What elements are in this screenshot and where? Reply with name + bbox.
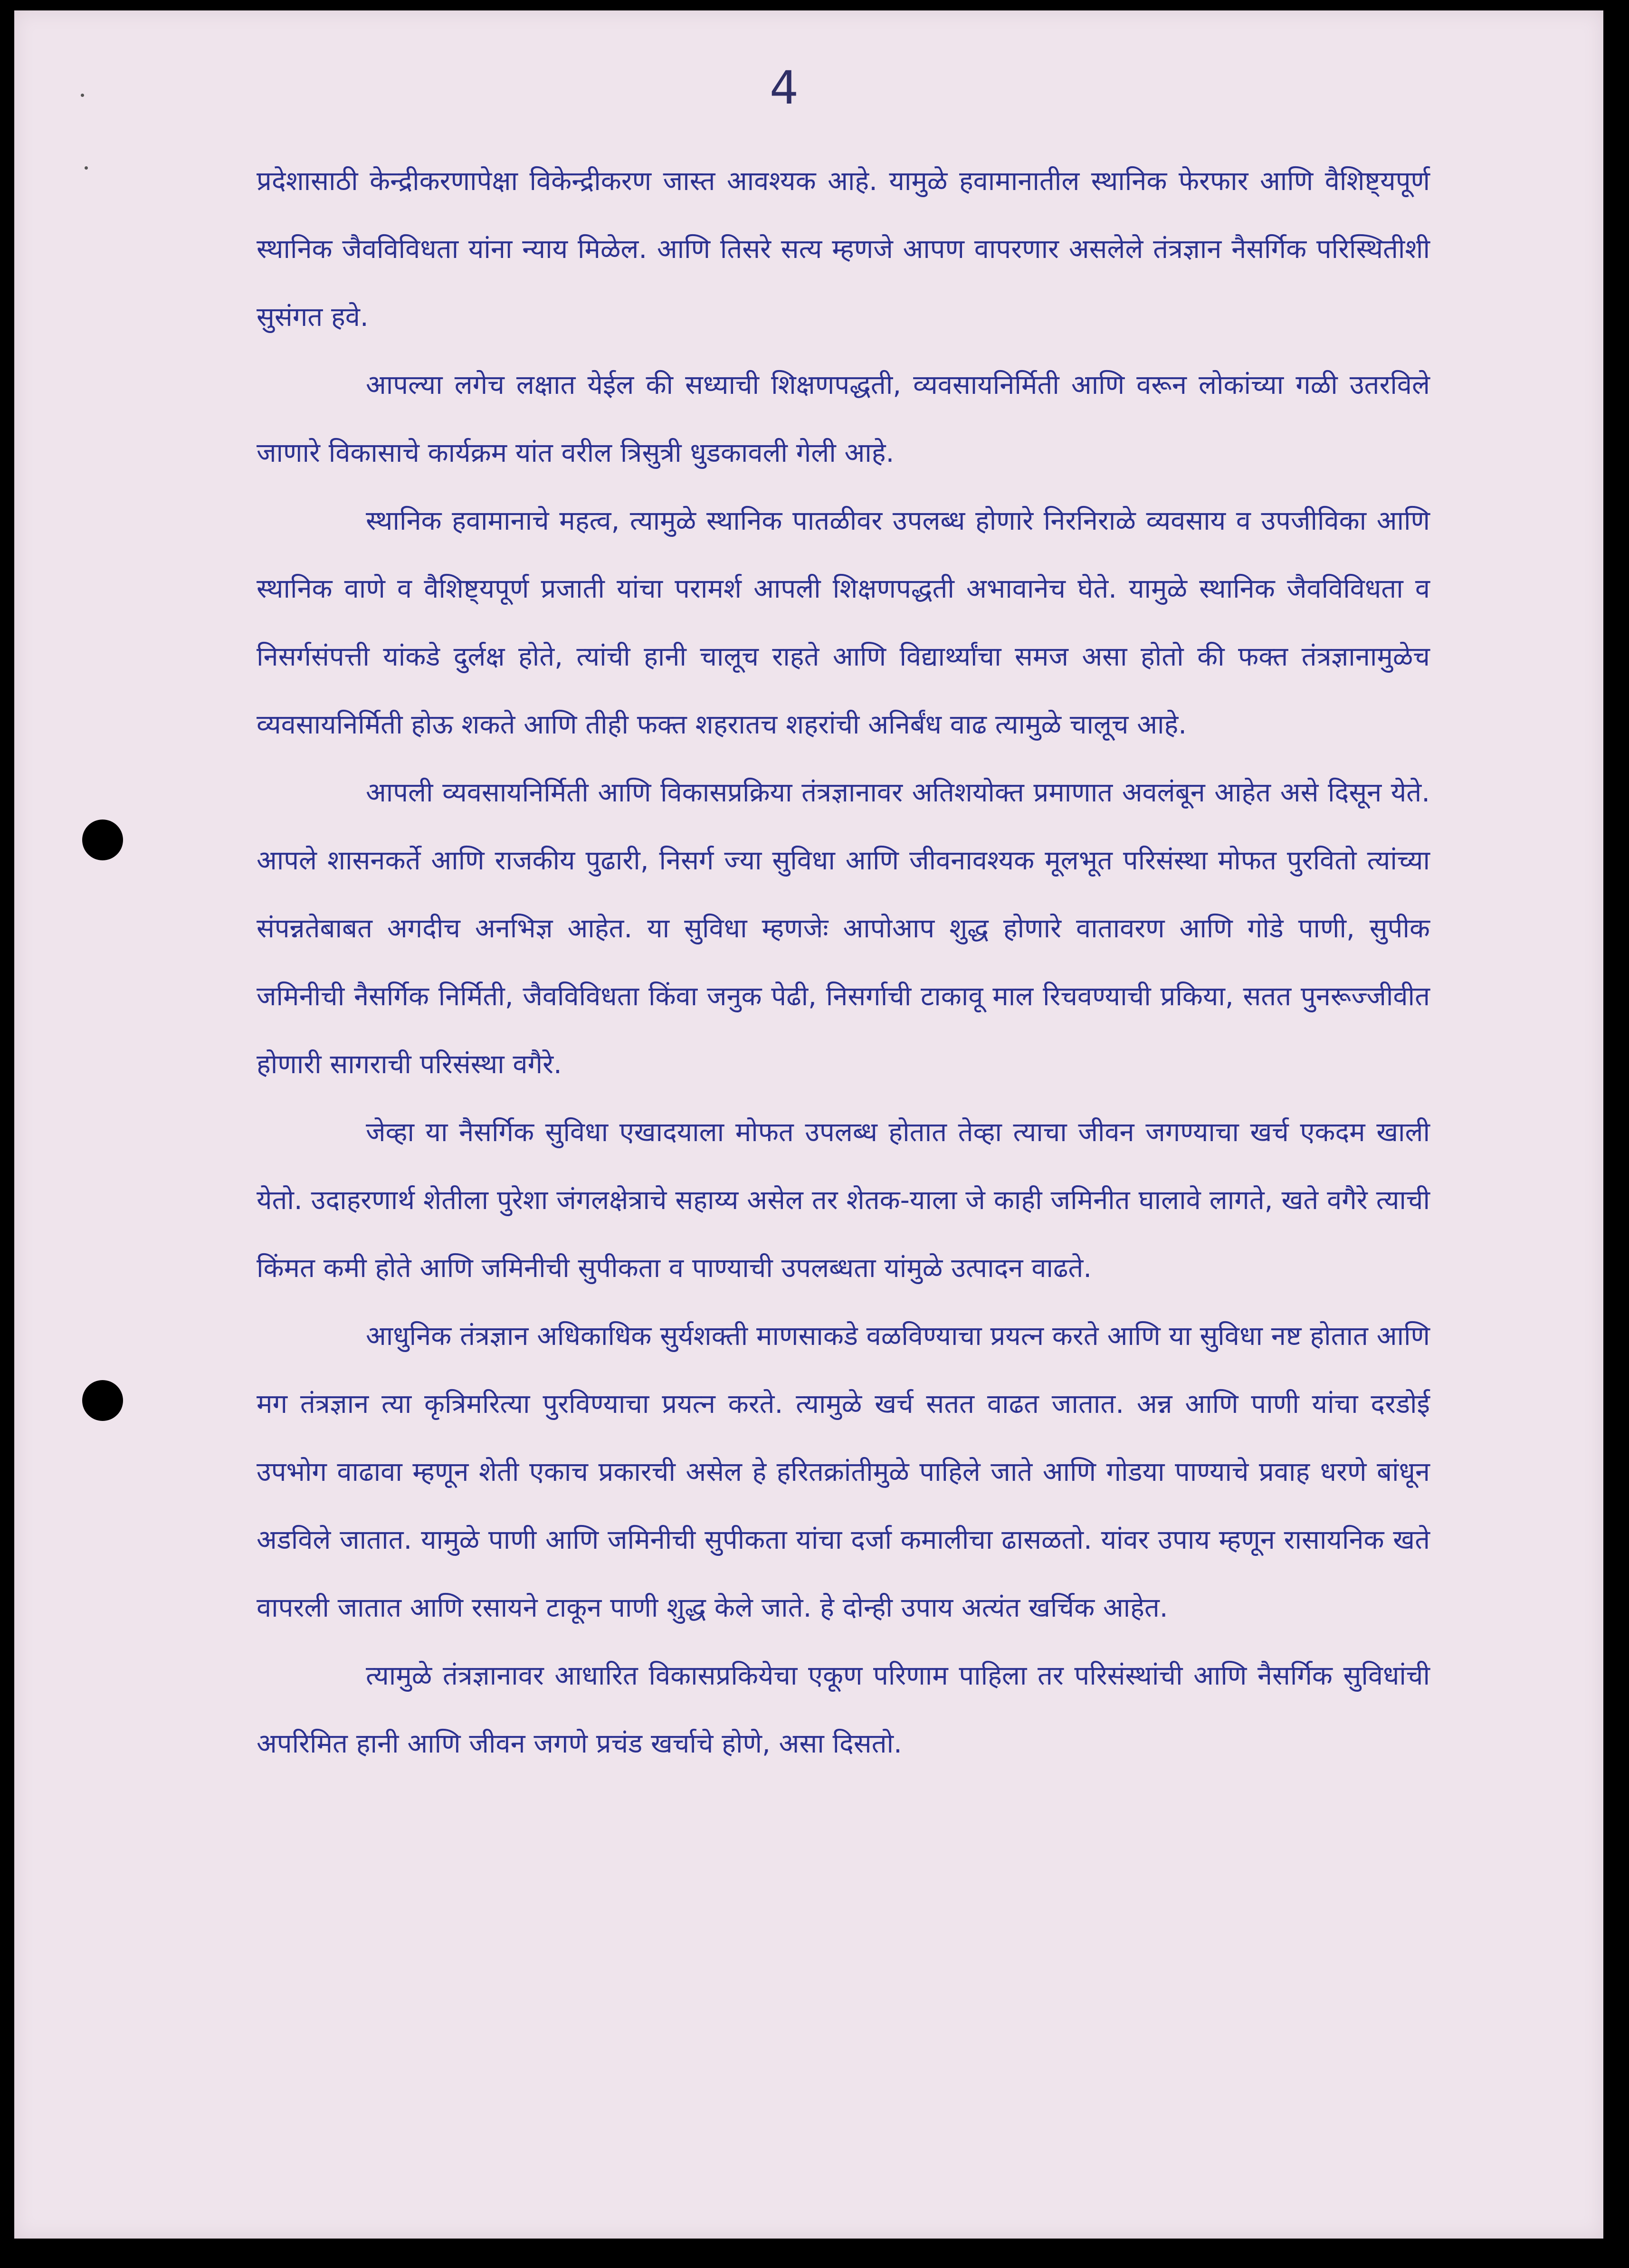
paragraph: स्थानिक हवामानाचे महत्व, त्यामुळे स्थानिक पातळीवर उपलब्ध होणारे निरनिराळे व्यवसाय व उपजीविका आणि स्थानिक वाणे व वैशिष्ट्यपूर्ण प्रजाती यांचा परामर्श आपली शिक्षणपद्धती अभावानेच घेते. यामुळे स्थानिक जैवविविधता व निसर्गसंपत्ती यांकडे दुर्लक्ष होते, त्यांची हानी चालूच राहते आणि विद्यार्थ्यांचा समज असा होतो की फक्त तंत्रज्ञानामुळेच व्यवसायनिर्मिती होऊ शकते आणि तीही फक्त शहरातच शहरांची अनिर्बंध वाढ त्यामुळे चालूच आहे.	[257, 505, 1430, 740]
document-page	[14, 10, 1603, 2239]
page-number: 4	[770, 61, 799, 114]
paragraph: त्यामुळे तंत्रज्ञानावर आधारित विकासप्रकियेचा एकूण परिणाम पाहिला तर परिसंस्थांची आणि नैसर्गिक सुविधांची अपरिमित हानी आणि जीवन जगणे प्रचंड खर्चाचे होणे, असा दिसतो.	[257, 1660, 1430, 1759]
punch-hole	[82, 1380, 123, 1421]
paragraph: आपल्या लगेच लक्षात येईल की सध्याची शिक्षणपद्धती, व्यवसायनिर्मिती आणि वरून लोकांच्या गळी उतरविले जाणारे विकासाचे कार्यक्रम यांत वरील त्रिसुत्री धुडकावली गेली आहे.	[257, 370, 1430, 468]
speck-mark	[81, 94, 84, 97]
body-text	[257, 147, 1430, 1778]
paragraph: आपली व्यवसायनिर्मिती आणि विकासप्रक्रिया तंत्रज्ञानावर अतिशयोक्त प्रमाणात अवलंबून आहेत असे दिसून येते. आपले शासनकर्ते आणि राजकीय पुढारी, निसर्ग ज्या सुविधा आणि जीवनावश्यक मूलभूत परिसंस्था मोफत पुरवितो त्यांच्या संपन्नतेबाबत अगदीच अनभिज्ञ आहेत. या सुविधा म्हणजेः आपोआप शुद्ध होणारे वातावरण आणि गोडे पाणी, सुपीक जमिनीची नैसर्गिक निर्मिती, जैवविविधता किंवा जनुक पेढी, निसर्गाची टाकावू माल रिचवण्याची प्रकिया, सतत पुनरूज्जीवीत होणारी सागराची परिसंस्था वगैरे.	[257, 777, 1430, 1080]
paragraph: जेव्हा या नैसर्गिक सुविधा एखादयाला मोफत उपलब्ध होतात तेव्हा त्याचा जीवन जगण्याचा खर्च एकदम खाली येतो. उदाहरणार्थ शेतीला पुरेशा जंगलक्षेत्राचे सहाय्य असेल तर शेतक-याला जे काही जमिनीत घालावे लागते, खते वगैरे त्याची किंमत कमी होते आणि जमिनीची सुपीकता व पाण्याची उपलब्धता यांमुळे उत्पादन वाढते.	[257, 1117, 1430, 1284]
paragraph: आधुनिक तंत्रज्ञान अधिकाधिक सुर्यशक्ती माणसाकडे वळविण्याचा प्रयत्न करते आणि या सुविधा नष्ट होतात आणि मग तंत्रज्ञान त्या कृत्रिमरित्या पुरविण्याचा प्रयत्न करते. त्यामुळे खर्च सतत वाढत जातात. अन्न आणि पाणी यांचा दरडोई उपभोग वाढावा म्हणून शेती एकाच प्रकारची असेल हे हरितक्रांतीमुळे पाहिले जाते आणि गोडया पाण्याचे प्रवाह धरणे बांधून अडविले जातात. यामुळे पाणी आणि जमिनीची सुपीकता यांचा दर्जा कमालीचा ढासळतो. यांवर उपाय म्हणून रासायनिक खते वापरली जातात आणि रसायने टाकून पाणी शुद्ध केले जाते. हे दोन्ही उपाय अत्यंत खर्चिक आहेत.	[257, 1321, 1430, 1623]
paragraph: प्रदेशासाठी केन्द्रीकरणापेक्षा विकेन्द्रीकरण जास्त आवश्यक आहे. यामुळे हवामानातील स्थानिक फेरफार आणि वैशिष्ट्यपूर्ण स्थानिक जैवविविधता यांना न्याय मिळेल. आणि तिसरे सत्य म्हणजे आपण वापरणार असलेले तंत्रज्ञान नैसर्गिक परिस्थितीशी सुसंगत हवे.	[257, 166, 1430, 333]
speck-mark	[85, 166, 88, 170]
punch-hole	[82, 820, 123, 860]
